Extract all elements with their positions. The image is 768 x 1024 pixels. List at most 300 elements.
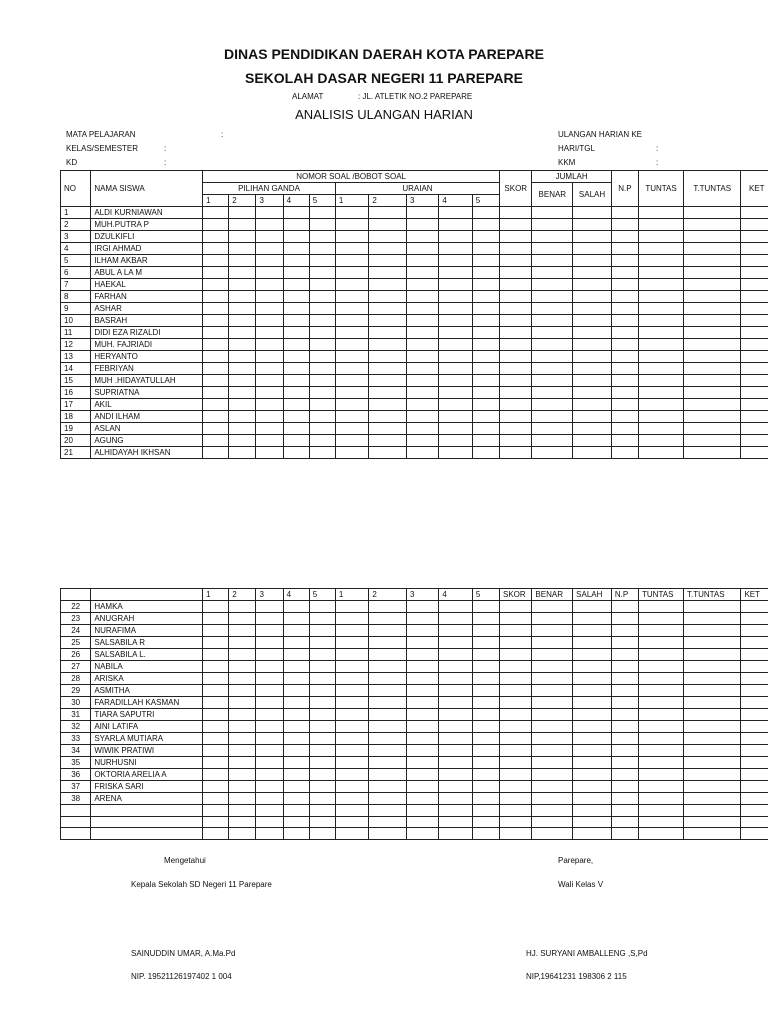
score-cell[interactable] — [439, 219, 472, 231]
score-cell[interactable] — [439, 721, 472, 733]
score-cell[interactable] — [472, 757, 499, 769]
score-cell[interactable] — [439, 399, 472, 411]
score-cell[interactable] — [203, 327, 229, 339]
score-cell[interactable] — [229, 757, 256, 769]
score-cell[interactable] — [283, 435, 309, 447]
score-cell[interactable] — [532, 673, 573, 685]
score-cell[interactable] — [283, 828, 309, 840]
score-cell[interactable] — [229, 255, 256, 267]
score-cell[interactable] — [335, 637, 368, 649]
score-cell[interactable] — [406, 613, 438, 625]
score-cell[interactable] — [283, 303, 309, 315]
score-cell[interactable] — [335, 649, 368, 661]
score-cell[interactable] — [532, 697, 573, 709]
score-cell[interactable] — [369, 805, 407, 817]
score-cell[interactable] — [439, 363, 472, 375]
score-cell[interactable] — [611, 697, 638, 709]
score-cell[interactable] — [573, 709, 612, 721]
score-cell[interactable] — [229, 243, 256, 255]
score-cell[interactable] — [472, 291, 499, 303]
score-cell[interactable] — [500, 231, 532, 243]
score-cell[interactable] — [741, 769, 768, 781]
score-cell[interactable] — [229, 816, 256, 828]
score-cell[interactable] — [639, 363, 684, 375]
score-cell[interactable] — [741, 399, 768, 411]
score-cell[interactable] — [203, 435, 229, 447]
score-cell[interactable] — [229, 303, 256, 315]
score-cell[interactable] — [309, 673, 335, 685]
score-cell[interactable] — [369, 769, 407, 781]
score-cell[interactable] — [335, 411, 368, 423]
score-cell[interactable] — [611, 673, 638, 685]
score-cell[interactable] — [283, 351, 309, 363]
score-cell[interactable] — [573, 781, 612, 793]
score-cell[interactable] — [309, 351, 335, 363]
score-cell[interactable] — [335, 661, 368, 673]
score-cell[interactable] — [611, 757, 638, 769]
score-cell[interactable] — [369, 207, 407, 219]
score-cell[interactable] — [229, 435, 256, 447]
score-cell[interactable] — [683, 375, 740, 387]
score-cell[interactable] — [283, 339, 309, 351]
score-cell[interactable] — [683, 828, 741, 840]
score-cell[interactable] — [283, 243, 309, 255]
score-cell[interactable] — [573, 375, 612, 387]
score-cell[interactable] — [532, 805, 573, 817]
score-cell[interactable] — [472, 769, 499, 781]
score-cell[interactable] — [203, 757, 229, 769]
score-cell[interactable] — [335, 387, 368, 399]
score-cell[interactable] — [229, 291, 256, 303]
score-cell[interactable] — [611, 255, 638, 267]
score-cell[interactable] — [500, 315, 532, 327]
score-cell[interactable] — [256, 207, 283, 219]
score-cell[interactable] — [573, 411, 612, 423]
score-cell[interactable] — [309, 423, 335, 435]
score-cell[interactable] — [406, 733, 438, 745]
score-cell[interactable] — [229, 351, 256, 363]
score-cell[interactable] — [369, 279, 407, 291]
score-cell[interactable] — [369, 793, 407, 805]
score-cell[interactable] — [500, 673, 532, 685]
score-cell[interactable] — [639, 267, 684, 279]
score-cell[interactable] — [611, 339, 638, 351]
score-cell[interactable] — [573, 387, 612, 399]
score-cell[interactable] — [335, 816, 368, 828]
score-cell[interactable] — [283, 733, 309, 745]
score-cell[interactable] — [335, 315, 368, 327]
score-cell[interactable] — [406, 291, 438, 303]
score-cell[interactable] — [256, 351, 283, 363]
score-cell[interactable] — [203, 816, 229, 828]
score-cell[interactable] — [532, 327, 573, 339]
score-cell[interactable] — [406, 423, 438, 435]
score-cell[interactable] — [406, 661, 438, 673]
score-cell[interactable] — [472, 243, 499, 255]
score-cell[interactable] — [369, 697, 407, 709]
score-cell[interactable] — [573, 339, 612, 351]
score-cell[interactable] — [741, 351, 768, 363]
score-cell[interactable] — [472, 279, 499, 291]
score-cell[interactable] — [283, 399, 309, 411]
score-cell[interactable] — [639, 685, 684, 697]
score-cell[interactable] — [500, 339, 532, 351]
score-cell[interactable] — [439, 685, 472, 697]
score-cell[interactable] — [439, 733, 472, 745]
score-cell[interactable] — [369, 423, 407, 435]
score-cell[interactable] — [283, 769, 309, 781]
score-cell[interactable] — [406, 637, 438, 649]
score-cell[interactable] — [472, 721, 499, 733]
score-cell[interactable] — [500, 363, 532, 375]
score-cell[interactable] — [532, 363, 573, 375]
score-cell[interactable] — [369, 375, 407, 387]
score-cell[interactable] — [611, 625, 638, 637]
score-cell[interactable] — [369, 315, 407, 327]
score-cell[interactable] — [406, 625, 438, 637]
score-cell[interactable] — [741, 339, 768, 351]
score-cell[interactable] — [283, 387, 309, 399]
score-cell[interactable] — [256, 447, 283, 459]
score-cell[interactable] — [741, 685, 768, 697]
score-cell[interactable] — [229, 399, 256, 411]
score-cell[interactable] — [741, 363, 768, 375]
score-cell[interactable] — [203, 733, 229, 745]
score-cell[interactable] — [229, 375, 256, 387]
score-cell[interactable] — [406, 279, 438, 291]
score-cell[interactable] — [639, 219, 684, 231]
score-cell[interactable] — [309, 375, 335, 387]
score-cell[interactable] — [611, 793, 638, 805]
score-cell[interactable] — [369, 625, 407, 637]
score-cell[interactable] — [335, 327, 368, 339]
score-cell[interactable] — [472, 423, 499, 435]
score-cell[interactable] — [611, 637, 638, 649]
score-cell[interactable] — [472, 637, 499, 649]
score-cell[interactable] — [683, 255, 740, 267]
score-cell[interactable] — [309, 661, 335, 673]
score-cell[interactable] — [203, 601, 229, 613]
score-cell[interactable] — [683, 757, 741, 769]
score-cell[interactable] — [500, 255, 532, 267]
score-cell[interactable] — [406, 721, 438, 733]
score-cell[interactable] — [256, 339, 283, 351]
score-cell[interactable] — [369, 673, 407, 685]
score-cell[interactable] — [472, 697, 499, 709]
score-cell[interactable] — [406, 375, 438, 387]
score-cell[interactable] — [741, 327, 768, 339]
score-cell[interactable] — [472, 781, 499, 793]
score-cell[interactable] — [472, 601, 499, 613]
score-cell[interactable] — [256, 637, 283, 649]
score-cell[interactable] — [229, 745, 256, 757]
score-cell[interactable] — [283, 805, 309, 817]
score-cell[interactable] — [683, 231, 740, 243]
score-cell[interactable] — [203, 685, 229, 697]
score-cell[interactable] — [256, 793, 283, 805]
score-cell[interactable] — [309, 315, 335, 327]
score-cell[interactable] — [639, 781, 684, 793]
score-cell[interactable] — [229, 327, 256, 339]
score-cell[interactable] — [256, 625, 283, 637]
score-cell[interactable] — [573, 816, 612, 828]
score-cell[interactable] — [309, 721, 335, 733]
score-cell[interactable] — [741, 423, 768, 435]
score-cell[interactable] — [369, 828, 407, 840]
score-cell[interactable] — [309, 279, 335, 291]
score-cell[interactable] — [472, 351, 499, 363]
score-cell[interactable] — [532, 375, 573, 387]
score-cell[interactable] — [683, 661, 741, 673]
score-cell[interactable] — [406, 351, 438, 363]
score-cell[interactable] — [203, 411, 229, 423]
score-cell[interactable] — [229, 613, 256, 625]
score-cell[interactable] — [309, 733, 335, 745]
score-cell[interactable] — [229, 625, 256, 637]
score-cell[interactable] — [573, 447, 612, 459]
score-cell[interactable] — [472, 411, 499, 423]
score-cell[interactable] — [309, 697, 335, 709]
score-cell[interactable] — [741, 303, 768, 315]
score-cell[interactable] — [203, 709, 229, 721]
score-cell[interactable] — [532, 649, 573, 661]
score-cell[interactable] — [406, 781, 438, 793]
score-cell[interactable] — [500, 637, 532, 649]
score-cell[interactable] — [283, 255, 309, 267]
score-cell[interactable] — [283, 327, 309, 339]
score-cell[interactable] — [203, 303, 229, 315]
score-cell[interactable] — [472, 315, 499, 327]
score-cell[interactable] — [573, 279, 612, 291]
score-cell[interactable] — [309, 757, 335, 769]
score-cell[interactable] — [573, 793, 612, 805]
score-cell[interactable] — [741, 781, 768, 793]
score-cell[interactable] — [741, 243, 768, 255]
score-cell[interactable] — [335, 435, 368, 447]
score-cell[interactable] — [203, 721, 229, 733]
score-cell[interactable] — [472, 828, 499, 840]
score-cell[interactable] — [573, 207, 612, 219]
score-cell[interactable] — [406, 219, 438, 231]
score-cell[interactable] — [500, 805, 532, 817]
score-cell[interactable] — [406, 363, 438, 375]
score-cell[interactable] — [256, 291, 283, 303]
score-cell[interactable] — [229, 219, 256, 231]
score-cell[interactable] — [532, 387, 573, 399]
score-cell[interactable] — [532, 231, 573, 243]
score-cell[interactable] — [283, 757, 309, 769]
score-cell[interactable] — [472, 613, 499, 625]
score-cell[interactable] — [335, 828, 368, 840]
score-cell[interactable] — [472, 745, 499, 757]
score-cell[interactable] — [741, 435, 768, 447]
score-cell[interactable] — [203, 661, 229, 673]
score-cell[interactable] — [369, 447, 407, 459]
score-cell[interactable] — [532, 411, 573, 423]
score-cell[interactable] — [683, 435, 740, 447]
score-cell[interactable] — [369, 649, 407, 661]
score-cell[interactable] — [472, 661, 499, 673]
score-cell[interactable] — [335, 303, 368, 315]
score-cell[interactable] — [611, 423, 638, 435]
score-cell[interactable] — [335, 721, 368, 733]
score-cell[interactable] — [611, 745, 638, 757]
score-cell[interactable] — [309, 291, 335, 303]
score-cell[interactable] — [639, 816, 684, 828]
score-cell[interactable] — [573, 757, 612, 769]
score-cell[interactable] — [500, 816, 532, 828]
score-cell[interactable] — [439, 351, 472, 363]
score-cell[interactable] — [472, 793, 499, 805]
score-cell[interactable] — [639, 279, 684, 291]
score-cell[interactable] — [203, 315, 229, 327]
score-cell[interactable] — [369, 231, 407, 243]
score-cell[interactable] — [229, 709, 256, 721]
score-cell[interactable] — [500, 375, 532, 387]
score-cell[interactable] — [639, 435, 684, 447]
score-cell[interactable] — [406, 601, 438, 613]
score-cell[interactable] — [203, 387, 229, 399]
score-cell[interactable] — [472, 816, 499, 828]
score-cell[interactable] — [639, 303, 684, 315]
score-cell[interactable] — [573, 303, 612, 315]
score-cell[interactable] — [472, 219, 499, 231]
score-cell[interactable] — [639, 291, 684, 303]
score-cell[interactable] — [439, 267, 472, 279]
score-cell[interactable] — [406, 816, 438, 828]
score-cell[interactable] — [406, 769, 438, 781]
score-cell[interactable] — [256, 411, 283, 423]
score-cell[interactable] — [611, 733, 638, 745]
score-cell[interactable] — [309, 685, 335, 697]
score-cell[interactable] — [335, 255, 368, 267]
score-cell[interactable] — [256, 733, 283, 745]
score-cell[interactable] — [683, 315, 740, 327]
score-cell[interactable] — [500, 661, 532, 673]
score-cell[interactable] — [369, 267, 407, 279]
score-cell[interactable] — [203, 649, 229, 661]
score-cell[interactable] — [283, 673, 309, 685]
score-cell[interactable] — [472, 267, 499, 279]
score-cell[interactable] — [741, 601, 768, 613]
score-cell[interactable] — [532, 757, 573, 769]
score-cell[interactable] — [573, 327, 612, 339]
score-cell[interactable] — [532, 769, 573, 781]
score-cell[interactable] — [683, 721, 741, 733]
score-cell[interactable] — [203, 423, 229, 435]
score-cell[interactable] — [369, 351, 407, 363]
score-cell[interactable] — [500, 685, 532, 697]
score-cell[interactable] — [611, 363, 638, 375]
score-cell[interactable] — [532, 399, 573, 411]
score-cell[interactable] — [683, 291, 740, 303]
score-cell[interactable] — [500, 613, 532, 625]
score-cell[interactable] — [639, 207, 684, 219]
score-cell[interactable] — [309, 793, 335, 805]
score-cell[interactable] — [611, 721, 638, 733]
score-cell[interactable] — [283, 279, 309, 291]
score-cell[interactable] — [683, 447, 740, 459]
score-cell[interactable] — [335, 625, 368, 637]
score-cell[interactable] — [500, 709, 532, 721]
score-cell[interactable] — [406, 828, 438, 840]
score-cell[interactable] — [203, 267, 229, 279]
score-cell[interactable] — [229, 685, 256, 697]
score-cell[interactable] — [439, 745, 472, 757]
score-cell[interactable] — [472, 375, 499, 387]
score-cell[interactable] — [406, 231, 438, 243]
score-cell[interactable] — [256, 805, 283, 817]
score-cell[interactable] — [741, 733, 768, 745]
score-cell[interactable] — [611, 231, 638, 243]
score-cell[interactable] — [229, 805, 256, 817]
score-cell[interactable] — [229, 279, 256, 291]
score-cell[interactable] — [406, 255, 438, 267]
score-cell[interactable] — [335, 243, 368, 255]
score-cell[interactable] — [229, 423, 256, 435]
score-cell[interactable] — [500, 399, 532, 411]
score-cell[interactable] — [683, 267, 740, 279]
score-cell[interactable] — [573, 745, 612, 757]
score-cell[interactable] — [256, 649, 283, 661]
score-cell[interactable] — [256, 219, 283, 231]
score-cell[interactable] — [309, 625, 335, 637]
score-cell[interactable] — [683, 363, 740, 375]
score-cell[interactable] — [500, 243, 532, 255]
score-cell[interactable] — [283, 375, 309, 387]
score-cell[interactable] — [573, 697, 612, 709]
score-cell[interactable] — [639, 793, 684, 805]
score-cell[interactable] — [573, 231, 612, 243]
score-cell[interactable] — [203, 637, 229, 649]
score-cell[interactable] — [639, 757, 684, 769]
score-cell[interactable] — [229, 828, 256, 840]
score-cell[interactable] — [611, 649, 638, 661]
score-cell[interactable] — [741, 231, 768, 243]
score-cell[interactable] — [611, 816, 638, 828]
score-cell[interactable] — [309, 411, 335, 423]
score-cell[interactable] — [309, 828, 335, 840]
score-cell[interactable] — [335, 207, 368, 219]
score-cell[interactable] — [203, 231, 229, 243]
score-cell[interactable] — [439, 769, 472, 781]
score-cell[interactable] — [406, 805, 438, 817]
score-cell[interactable] — [406, 673, 438, 685]
score-cell[interactable] — [229, 447, 256, 459]
score-cell[interactable] — [369, 745, 407, 757]
score-cell[interactable] — [472, 805, 499, 817]
score-cell[interactable] — [309, 769, 335, 781]
score-cell[interactable] — [283, 685, 309, 697]
score-cell[interactable] — [683, 697, 741, 709]
score-cell[interactable] — [573, 423, 612, 435]
score-cell[interactable] — [639, 649, 684, 661]
score-cell[interactable] — [406, 793, 438, 805]
score-cell[interactable] — [406, 745, 438, 757]
score-cell[interactable] — [532, 243, 573, 255]
score-cell[interactable] — [229, 339, 256, 351]
score-cell[interactable] — [683, 685, 741, 697]
score-cell[interactable] — [335, 685, 368, 697]
score-cell[interactable] — [309, 435, 335, 447]
score-cell[interactable] — [472, 709, 499, 721]
score-cell[interactable] — [532, 816, 573, 828]
score-cell[interactable] — [283, 613, 309, 625]
score-cell[interactable] — [573, 613, 612, 625]
score-cell[interactable] — [335, 339, 368, 351]
score-cell[interactable] — [683, 649, 741, 661]
score-cell[interactable] — [532, 793, 573, 805]
